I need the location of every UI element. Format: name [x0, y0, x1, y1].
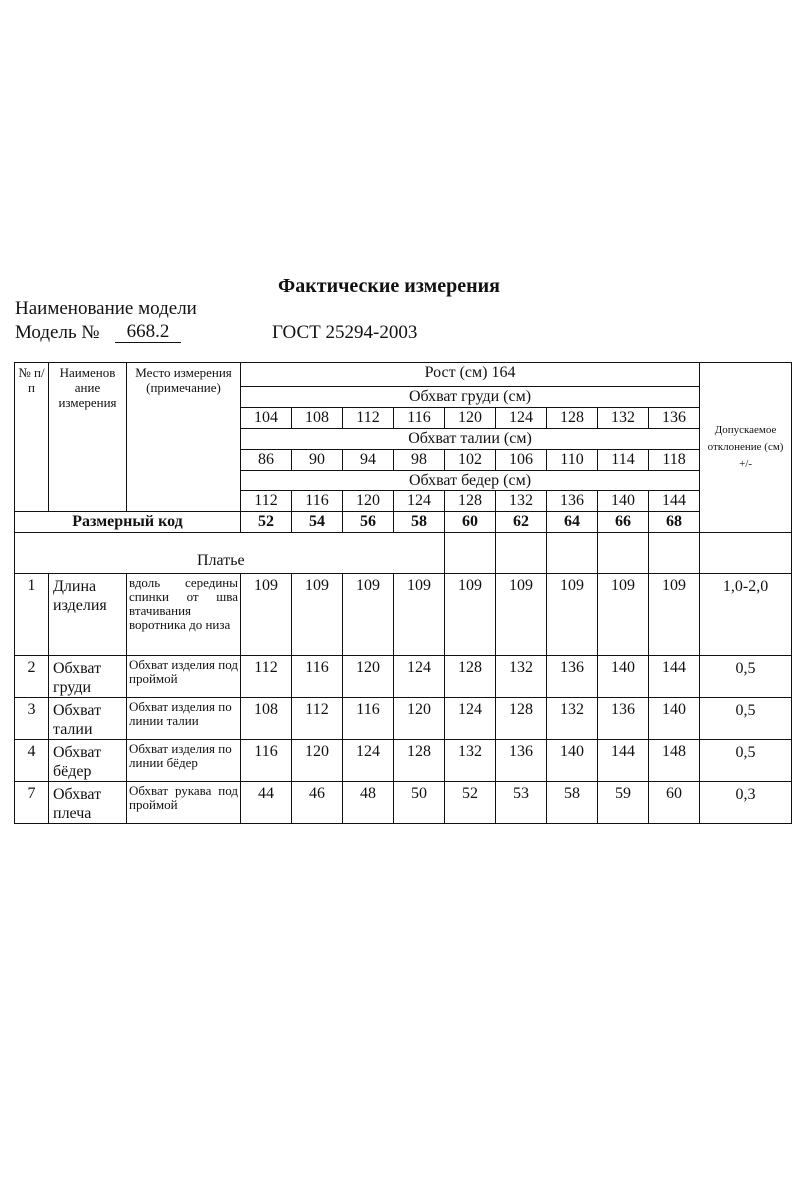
- section-row: [15, 533, 792, 574]
- model-name-label: Наименование модели: [15, 298, 197, 319]
- measurement-value: 59: [598, 782, 649, 824]
- measurement-value: 116: [343, 698, 394, 740]
- section-label: Платье: [197, 552, 245, 569]
- measurement-value: 124: [394, 656, 445, 698]
- measurement-value: 53: [496, 782, 547, 824]
- document-title: Фактические измерения: [278, 275, 500, 297]
- measurement-value: 128: [394, 740, 445, 782]
- model-number: 668.2: [115, 322, 181, 343]
- blank-cell: [496, 533, 547, 574]
- measurement-value: 140: [547, 740, 598, 782]
- size-code: 58: [394, 512, 445, 533]
- gost-standard: ГОСТ 25294-2003: [272, 322, 418, 343]
- measurement-value: 120: [394, 698, 445, 740]
- header-hips: Обхват бедер (см): [241, 471, 700, 491]
- blank-cell: [700, 533, 792, 574]
- size-code: 62: [496, 512, 547, 533]
- measurement-value: 44: [241, 782, 292, 824]
- measurement-value: 144: [598, 740, 649, 782]
- size-code-label: Размерный код: [15, 512, 241, 533]
- waist-value: 90: [292, 450, 343, 471]
- chest-value: 132: [598, 408, 649, 429]
- header-chest: Обхват груди (см): [241, 387, 700, 408]
- measurement-value: 108: [241, 698, 292, 740]
- measurement-value: 109: [292, 574, 343, 656]
- measurement-value: 120: [343, 656, 394, 698]
- row-number: 4: [15, 740, 49, 782]
- measurement-value: 116: [241, 740, 292, 782]
- chest-value: 120: [445, 408, 496, 429]
- measurement-value: 120: [292, 740, 343, 782]
- header-num: № п/п: [15, 363, 49, 512]
- table-row: [15, 574, 792, 656]
- blank-cell: [649, 533, 700, 574]
- measurement-value: 52: [445, 782, 496, 824]
- header-place: Место измерения (примечание): [127, 363, 241, 512]
- measurement-value: 112: [292, 698, 343, 740]
- chest-value: 116: [394, 408, 445, 429]
- waist-value: 98: [394, 450, 445, 471]
- header-waist: Обхват талии (см): [241, 429, 700, 450]
- hips-value: 140: [598, 491, 649, 512]
- measurement-value: 109: [598, 574, 649, 656]
- row-number: 2: [15, 656, 49, 698]
- chest-value: 124: [496, 408, 547, 429]
- hips-value: 124: [394, 491, 445, 512]
- chest-value: 128: [547, 408, 598, 429]
- blank-cell: [598, 533, 649, 574]
- measurement-value: 128: [445, 656, 496, 698]
- measurement-value: 136: [547, 656, 598, 698]
- measurement-place: Обхват изделия под проймой: [127, 656, 241, 698]
- hips-value: 120: [343, 491, 394, 512]
- measurement-place: Обхват изделия по линии бёдер: [127, 740, 241, 782]
- measurement-value: 132: [547, 698, 598, 740]
- section-cell: [15, 533, 445, 574]
- table-row: [15, 698, 792, 740]
- measurement-value: 109: [496, 574, 547, 656]
- measurement-name: Обхват груди: [49, 656, 127, 698]
- row-number: 3: [15, 698, 49, 740]
- chest-value: 112: [343, 408, 394, 429]
- measurement-value: 124: [343, 740, 394, 782]
- measurement-value: 132: [445, 740, 496, 782]
- measurement-value: 136: [496, 740, 547, 782]
- table-row: [15, 656, 792, 698]
- measurement-value: 46: [292, 782, 343, 824]
- measurement-name: Обхват бёдер: [49, 740, 127, 782]
- measurement-value: 60: [649, 782, 700, 824]
- table-row: [15, 782, 792, 824]
- tolerance-value: 0,5: [700, 656, 792, 698]
- measurement-value: 136: [598, 698, 649, 740]
- measurement-value: 148: [649, 740, 700, 782]
- measurement-value: 109: [343, 574, 394, 656]
- measurement-name: Обхват плеча: [49, 782, 127, 824]
- size-code: 60: [445, 512, 496, 533]
- measurement-value: 144: [649, 656, 700, 698]
- table-row: [15, 740, 792, 782]
- measurement-value: 128: [496, 698, 547, 740]
- hips-value: 144: [649, 491, 700, 512]
- size-code: 52: [241, 512, 292, 533]
- measurement-value: 109: [445, 574, 496, 656]
- hips-value: 128: [445, 491, 496, 512]
- measurement-value: 140: [649, 698, 700, 740]
- measurement-value: 112: [241, 656, 292, 698]
- measurement-place: Обхват рукава под проймой: [127, 782, 241, 824]
- waist-value: 110: [547, 450, 598, 471]
- size-code: 56: [343, 512, 394, 533]
- measurement-value: 109: [649, 574, 700, 656]
- header-tolerance: Допускаемое отклонение (см) +/-: [700, 363, 792, 533]
- waist-value: 86: [241, 450, 292, 471]
- waist-value: 114: [598, 450, 649, 471]
- size-code: 68: [649, 512, 700, 533]
- chest-value: 104: [241, 408, 292, 429]
- waist-value: 94: [343, 450, 394, 471]
- measurement-name: Длина изделия: [49, 574, 127, 656]
- waist-value: 118: [649, 450, 700, 471]
- measurement-name: Обхват талии: [49, 698, 127, 740]
- measurement-value: 124: [445, 698, 496, 740]
- chest-value: 108: [292, 408, 343, 429]
- hips-value: 112: [241, 491, 292, 512]
- measurement-place: вдоль середины спинки от шва втачивания воротника до низа: [127, 574, 241, 656]
- header-name: Наименов ание измерения: [49, 363, 127, 512]
- tolerance-value: 0,5: [700, 740, 792, 782]
- measurement-value: 109: [241, 574, 292, 656]
- measurement-value: 140: [598, 656, 649, 698]
- row-number: 7: [15, 782, 49, 824]
- tolerance-value: 1,0-2,0: [700, 574, 792, 656]
- measurement-table: [14, 362, 792, 824]
- blank-cell: [547, 533, 598, 574]
- size-code-row: [15, 512, 792, 533]
- blank-cell: [445, 533, 496, 574]
- hips-value: 116: [292, 491, 343, 512]
- tolerance-value: 0,5: [700, 698, 792, 740]
- measurement-value: 116: [292, 656, 343, 698]
- size-code: 66: [598, 512, 649, 533]
- measurement-place: Обхват изделия по линии талии: [127, 698, 241, 740]
- size-code: 54: [292, 512, 343, 533]
- measurement-value: 48: [343, 782, 394, 824]
- waist-value: 106: [496, 450, 547, 471]
- model-label: Модель №: [15, 322, 100, 343]
- measurement-value: 132: [496, 656, 547, 698]
- hips-value: 132: [496, 491, 547, 512]
- tolerance-value: 0,3: [700, 782, 792, 824]
- header-height: Рост (см) 164: [241, 363, 700, 387]
- measurement-value: 109: [547, 574, 598, 656]
- chest-value: 136: [649, 408, 700, 429]
- row-number: 1: [15, 574, 49, 656]
- hips-value: 136: [547, 491, 598, 512]
- measurement-value: 58: [547, 782, 598, 824]
- measurement-value: 109: [394, 574, 445, 656]
- waist-value: 102: [445, 450, 496, 471]
- size-code: 64: [547, 512, 598, 533]
- measurement-value: 50: [394, 782, 445, 824]
